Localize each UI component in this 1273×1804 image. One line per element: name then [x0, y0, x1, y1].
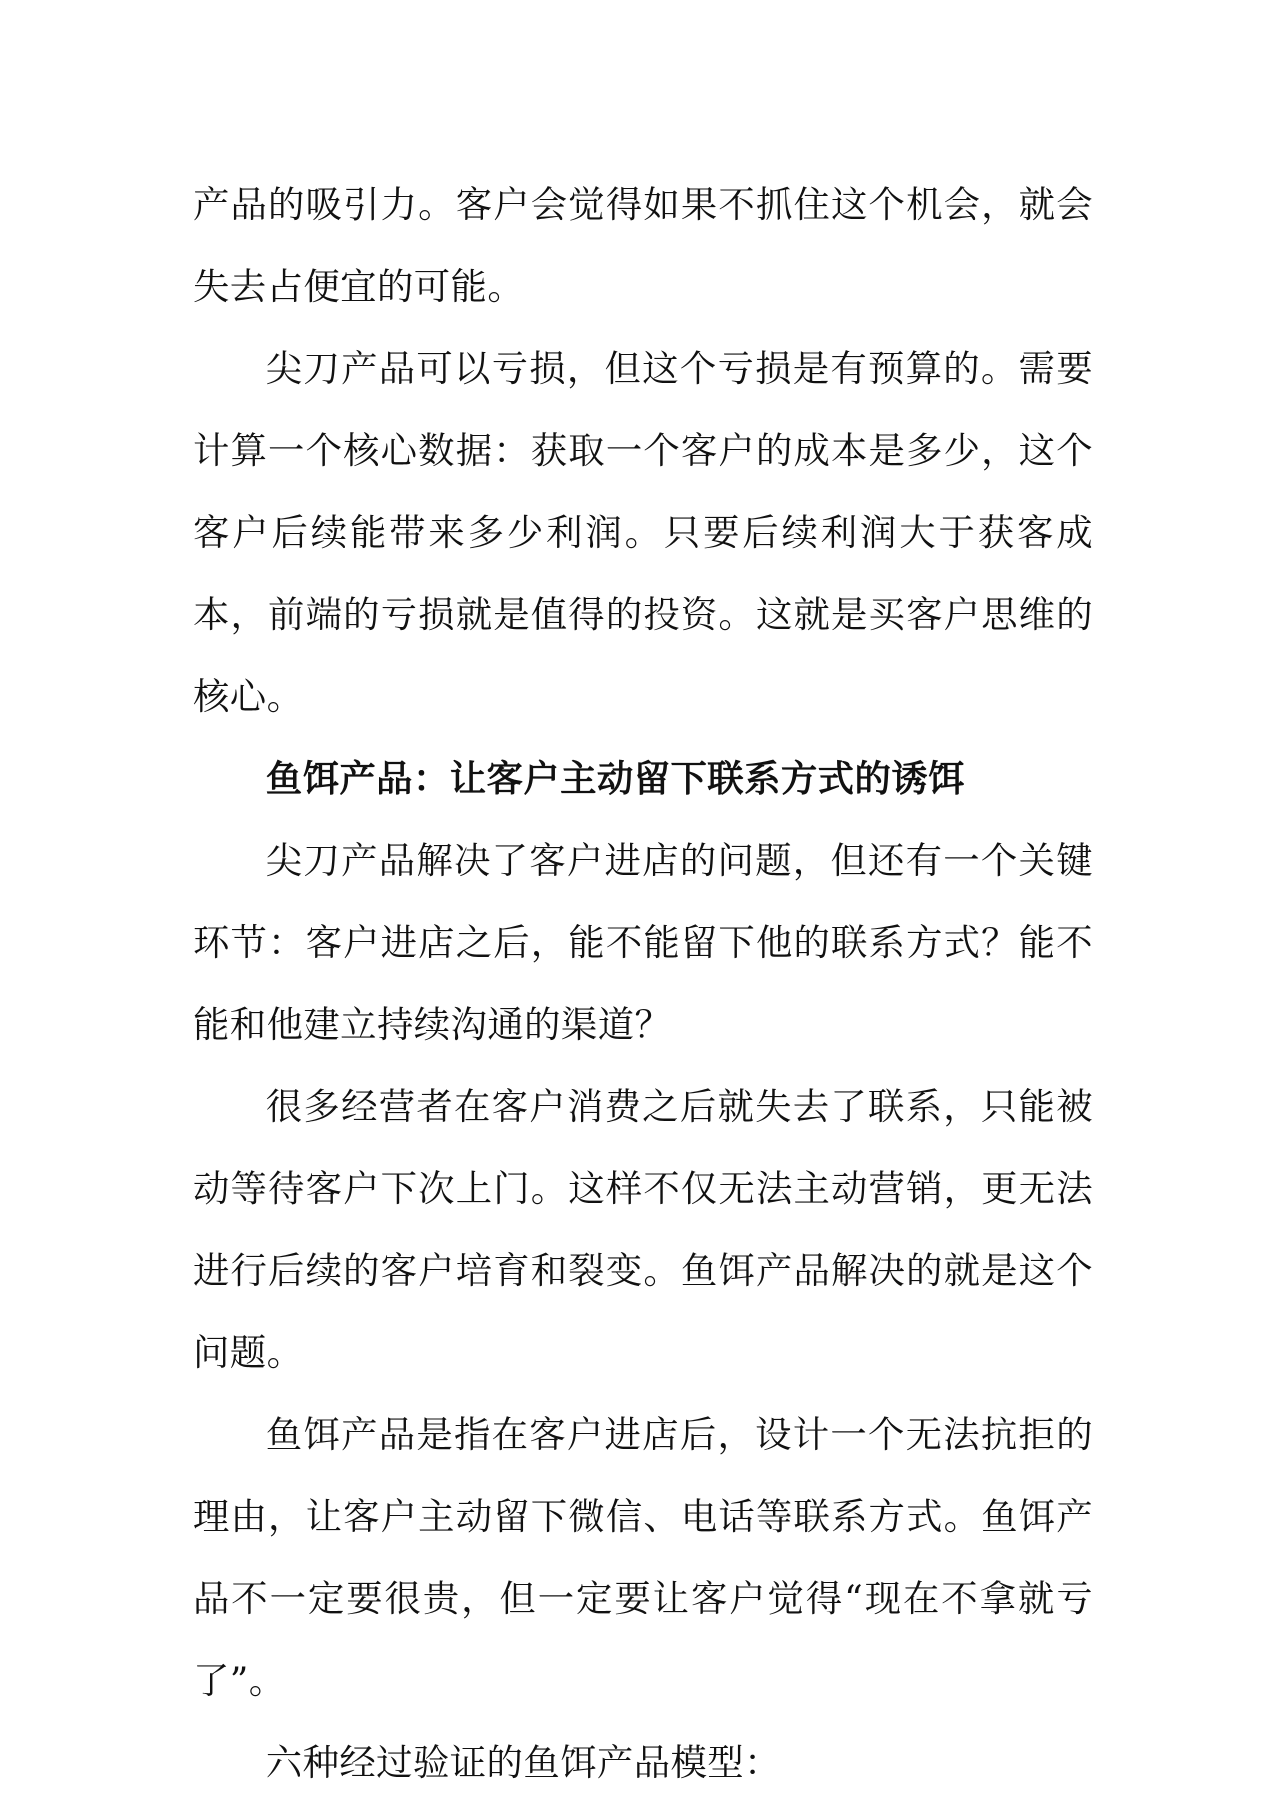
- paragraph-loss-budget: 尖刀产品可以亏损，但这个亏损是有预算的。需要计算一个核心数据：获取一个客户的成本是多少，这个客户后续能带来多少利润。只要后续利润大于获客成本，前端的亏损就是值得的投资。这就是买客户思维的核心。: [193, 347, 1093, 718]
- document-body: [193, 164, 1093, 1804]
- paragraph-bait-definition: 鱼饵产品是指在客户进店后，设计一个无法抗拒的理由，让客户主动留下微信、电话等联系方式。鱼饵产品不一定要很贵，但一定要让客户觉得“现在不拿就亏了”。: [193, 1413, 1093, 1702]
- paragraph-lost-contact: 很多经营者在客户消费之后就失去了联系，只能被动等待客户下次上门。这样不仅无法主动营销，更无法进行后续的客户培育和裂变。鱼饵产品解决的就是这个问题。: [193, 1085, 1093, 1374]
- paragraph-continuation: 产品的吸引力。客户会觉得如果不抓住这个机会，就会失去占便宜的可能。: [193, 183, 1093, 308]
- paragraph-six-models: 六种经过验证的鱼饵产品模型：: [265, 1741, 781, 1784]
- section-heading-bait-product: 鱼饵产品：让客户主动留下联系方式的诱饵: [265, 757, 965, 800]
- paragraph-key-link: 尖刀产品解决了客户进店的问题，但还有一个关键环节：客户进店之后，能不能留下他的联系方式？能不能和他建立持续沟通的渠道？: [193, 839, 1093, 1046]
